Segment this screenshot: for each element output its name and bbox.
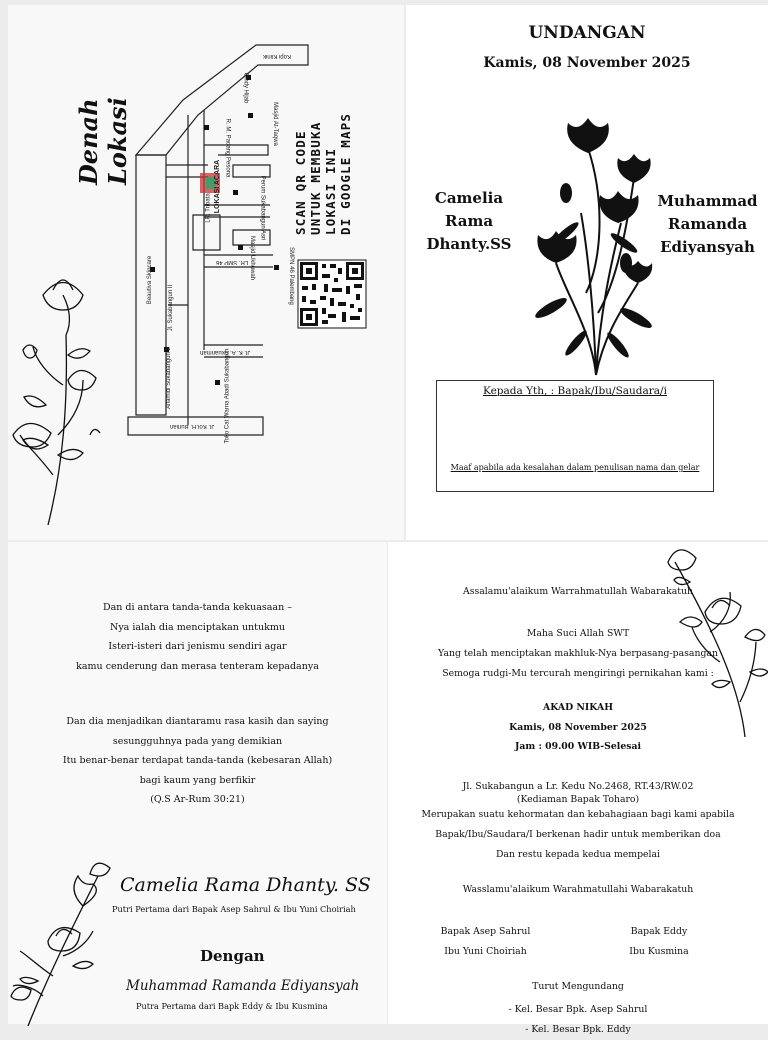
place-label: Alfamidi Sukabangun 2: [165, 347, 172, 409]
closing-greeting: Wasslamu'alaikum Warahmatullahi Wabarakatuh: [462, 884, 694, 895]
place-label: Cindy Hijab: [242, 72, 249, 104]
verse-citation: (Q.S Ar-Rum 30:21): [150, 794, 245, 805]
invitation-line: Bapak/Ibu/Saudara/I berkenan hadir untuk memberikan doa: [435, 829, 721, 840]
scan-line-1: SCAN QR CODE: [293, 130, 308, 235]
road-label: Jl. Sukabangun II: [168, 284, 175, 332]
verse-line: kamu cenderung dan merasa tenteram kepadanya: [76, 660, 319, 672]
place-label: Kopi Klinik: [263, 53, 292, 59]
groom-name-line: Ramanda: [667, 215, 748, 233]
cover-heading: UNDANGAN: [528, 23, 646, 43]
invitation-line: Dan restu kepada kedua mempelai: [495, 849, 661, 860]
recipient-label: Kepada Yth, : Bapak/Ibu/Saudara/i: [483, 385, 667, 397]
opening-line: Semoga rudgi-Mu tercurah mengiringi pernikahan kami :: [442, 668, 714, 679]
verse-line: sesungguhnya pada yang demikian: [112, 735, 283, 747]
bride-mother: Ibu Yuni Choiriah: [444, 946, 527, 957]
event-panel: [388, 542, 768, 1035]
flower-illustration-map: [13, 280, 100, 525]
scan-qr-text: [293, 113, 353, 235]
cover-panel: [406, 5, 768, 540]
bride-father: Bapak Asep Sahrul: [440, 926, 531, 937]
bride-name-line: Rama: [444, 212, 494, 230]
road-label: LR. Tribata: [205, 193, 212, 223]
scan-line-3: LOKASI INI: [323, 147, 338, 235]
verse-line: Isteri-isteri dari jenismu sendiri agar: [108, 641, 287, 652]
venue-label: LOKASI ACARA: [214, 159, 222, 214]
groom-name-cover: [650, 190, 765, 259]
groom-parents: Putra Pertama dari Bapk Eddy & Ibu Kusmina: [136, 1001, 328, 1011]
bride-parents: Putri Pertama dari Bapak Asep Sahrul & Ibu Yuni Choiriah: [112, 904, 356, 914]
road-label: Jl. K. A. Akuanmah: [200, 349, 251, 355]
verse-line: Itu benar-benar terdapat tanda-tanda (kebesaran Allah): [62, 755, 333, 766]
turut-list: [388, 1000, 768, 1040]
place-label: Masjid Ukhuwah: [249, 235, 256, 281]
invitation-line: Merupakan suatu kehormatan dan kebahagiaan bagi kami apabila: [421, 809, 735, 820]
groom-full-name: Muhammad Ramanda Ediyansyah: [126, 978, 360, 994]
opening-greeting: Assalamu'alaikum Warrahmatullah Wabarakatuh: [463, 586, 693, 597]
street-map: [8, 5, 404, 540]
place-label: Perum Sukabangun Asri: [259, 175, 266, 241]
quran-verse-part1: [8, 598, 387, 676]
venue-note: (Kediaman Bapak Toharo): [516, 794, 640, 805]
verse-line: bagi kaum yang berfikir: [139, 774, 256, 786]
akad-time: Jam : 09.00 WIB-Selesai: [514, 741, 642, 752]
quran-verse-part2: [8, 712, 387, 810]
invitation-lines: [388, 805, 768, 865]
bride-name-line: Camelia: [434, 189, 504, 207]
bride-full-name: Camelia Rama Dhanty. SS: [120, 874, 371, 896]
turut-item: - Kel. Besar Bpk. Asep Sahrul: [508, 1004, 648, 1015]
location-map-panel: [8, 5, 404, 540]
scan-line-4: DI GOOGLE MAPS: [338, 112, 353, 235]
venue-address: Jl. Sukabangun a Lr. Kedu No.2468, RT.43/RW.02: [462, 781, 694, 792]
flower-bouquet-illustration: [526, 113, 666, 378]
akad-date: Kamis, 08 November 2025: [509, 722, 647, 733]
groom-father: Bapak Eddy: [630, 926, 688, 937]
map-title: Denah Lokasi: [74, 97, 132, 185]
road-label: LR. SMP 46: [216, 259, 249, 265]
turut-title: Turut Mengundang: [532, 981, 624, 992]
place-label: Toko Cat Warna Abadi Sukabangun: [224, 348, 231, 444]
groom-name-line: Ediyansyah: [660, 238, 755, 256]
cover-date: Kamis, 08 November 2025: [483, 55, 691, 71]
groom-mother: Ibu Kusmina: [629, 946, 689, 957]
verse-line: Dan di antara tanda-tanda kekuasaan –: [103, 602, 292, 613]
qr-code: [298, 260, 366, 328]
opening-line: Maha Suci Allah SWT: [526, 628, 630, 639]
connector-word: Dengan: [200, 947, 265, 965]
groom-name-line: Muhammad: [657, 192, 758, 210]
scan-line-2: UNTUK MEMBUKA: [308, 121, 323, 235]
verse-line: Nya ialah dia menciptakan untukmu: [110, 621, 285, 633]
road-label: Jl. Kol.H. Burlian: [170, 423, 215, 429]
apology-note: Maaf apabila ada kesalahan dalam penulisan nama dan gelar: [450, 463, 700, 472]
bride-name-line: Dhanty.SS: [426, 235, 512, 253]
flower-illustration-verse: [8, 856, 118, 1026]
turut-item: - Kel. Besar Bpk. Eddy: [525, 1024, 631, 1035]
verse-line: Dan dia menjadikan diantaramu rasa kasih dan saying: [66, 716, 329, 727]
opening-line: Yang telah menciptakan makhluk-Nya berpasang-pasangan: [438, 648, 718, 659]
place-label: Beautiva Skincare: [147, 255, 154, 305]
place-label: Masjid At-Taqwa: [271, 102, 278, 146]
groom-parents-block: [603, 922, 715, 962]
verse-panel: [8, 542, 387, 1024]
recipient-box: [436, 380, 714, 492]
flower-illustration-event: [650, 542, 765, 742]
bride-parents-block: [418, 922, 553, 962]
bride-name-cover: [414, 187, 524, 256]
place-label: SMPN 46 Palembang: [287, 247, 294, 305]
place-label: R. M. Padang Pesona: [224, 118, 231, 178]
akad-title: AKAD NIKAH: [543, 702, 613, 713]
